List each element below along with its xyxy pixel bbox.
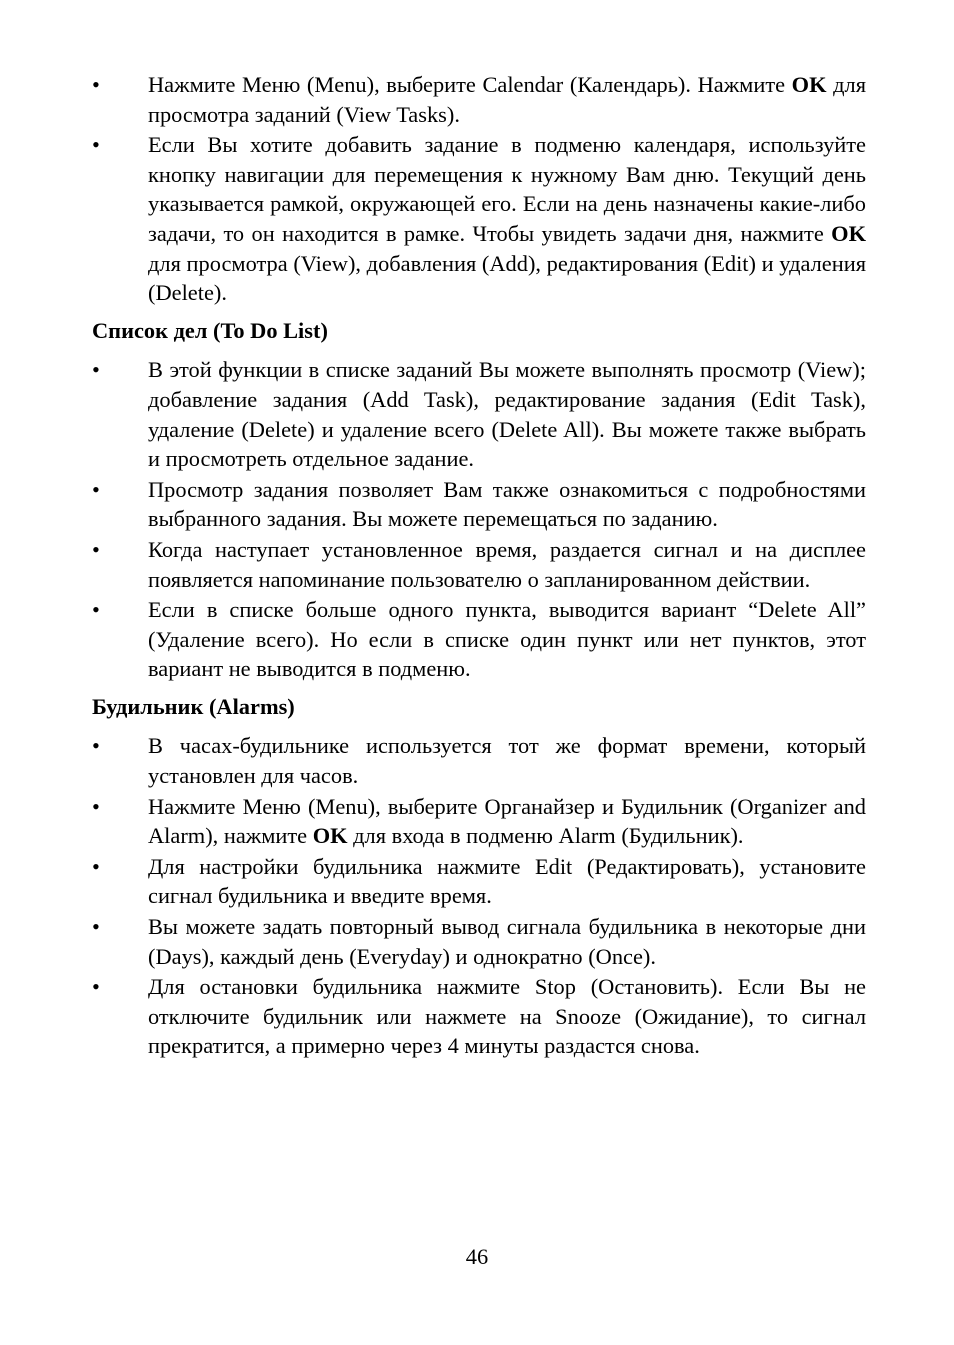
bullet-item <box>92 731 866 790</box>
bullet-dot-icon: • <box>92 914 100 940</box>
bullet-text: для просмотра (View), добавления (Add), редактирования (Edit) и удаления (Delete). <box>148 250 866 306</box>
bullet-text: В этой функции в списке заданий Вы можете выполнять просмотр (View); добавление задания (Add Task), редактирование задания (Edit Task), удаление (Delete) и удаление всего (Delete All). Вы можете также выбрать и просмотреть отдельное задание. <box>148 357 866 472</box>
bullet-text: Просмотр задания позволяет Вам также ознакомиться с подробностями выбранного задания. Вы можете перемещаться по заданию. <box>148 476 866 532</box>
bullet-dot-icon: • <box>92 597 100 623</box>
bold-key-label: OK <box>312 823 348 849</box>
bullet-item <box>92 972 866 1061</box>
document-page <box>92 70 866 1062</box>
bullet-dot-icon: • <box>92 974 100 1000</box>
bullet-dot-icon: • <box>92 793 100 819</box>
bullet-dot-icon: • <box>92 536 100 562</box>
bullet-dot-icon: • <box>92 476 100 502</box>
bullet-item <box>92 912 866 971</box>
bullet-text: Нажмите Меню (Menu), выберите Calendar (Календарь). Нажмите <box>148 72 792 97</box>
bullet-dot-icon: • <box>92 132 100 158</box>
bullet-text: для входа в подменю Alarm (Будильник). <box>347 823 744 849</box>
bold-key-label: OK <box>791 72 827 97</box>
bullet-item <box>92 70 866 129</box>
bullet-dot-icon: • <box>92 853 100 879</box>
bullet-item <box>92 792 866 851</box>
bullet-text: Нажмите Меню (Menu), выберите Органайзер и Будильник (Organizer and Alarm), нажмите <box>148 793 866 849</box>
bullet-item <box>92 535 866 594</box>
section-heading: Будильник (Alarms) <box>92 693 295 719</box>
bullet-text: Для настройки будильника нажмите Edit (Редактировать), установите сигнал будильника и введите время. <box>148 853 866 909</box>
bullet-text: Когда наступает установленное время, раздается сигнал и на дисплее появляется напоминание пользователю о запланированном действии. <box>148 536 866 592</box>
bullet-text: Если в списке больше одного пункта, выводится вариант “Delete All” (Удаление всего). Но если в списке один пункт или нет пунктов, этот вариант не выводится в подменю. <box>148 597 866 682</box>
bold-key-label: OK <box>831 220 866 246</box>
bullet-dot-icon: • <box>92 733 100 759</box>
bullet-text: Для остановки будильника нажмите Stop (Остановить). Если Вы не отключите будильник или нажмете на Snooze (Ожидание), то сигнал прекратится, а примерно через 4 минуты раздастся снова. <box>148 974 866 1059</box>
bullet-text: Вы можете задать повторный вывод сигнала будильника в некоторые дни (Days), каждый день (Everyday) и однократно (Once). <box>148 914 866 969</box>
bullet-item <box>92 852 866 911</box>
bullet-item <box>92 355 866 473</box>
page-number: 46 <box>465 1244 489 1269</box>
bullet-item <box>92 475 866 534</box>
bullet-item <box>92 130 866 308</box>
bullet-text: Если Вы хотите добавить задание в подменю календаря, используйте кнопку навигации для перемещения к нужному Вам дню. Текущий день указывается рамкой, окружающей его. Если на день назначены какие-либо задачи, то он находится в рамке. Чтобы увидеть задачи дня, нажмите <box>148 132 866 246</box>
section-heading: Список дел (To Do List) <box>92 317 328 343</box>
bullet-dot-icon: • <box>92 357 100 383</box>
bullet-text: для просмотра заданий (View Tasks). <box>148 72 866 127</box>
bullet-dot-icon: • <box>92 72 100 97</box>
bullet-text: В часах-будильнике используется тот же формат времени, который установлен для часов. <box>148 733 866 789</box>
bullet-item <box>92 595 866 684</box>
